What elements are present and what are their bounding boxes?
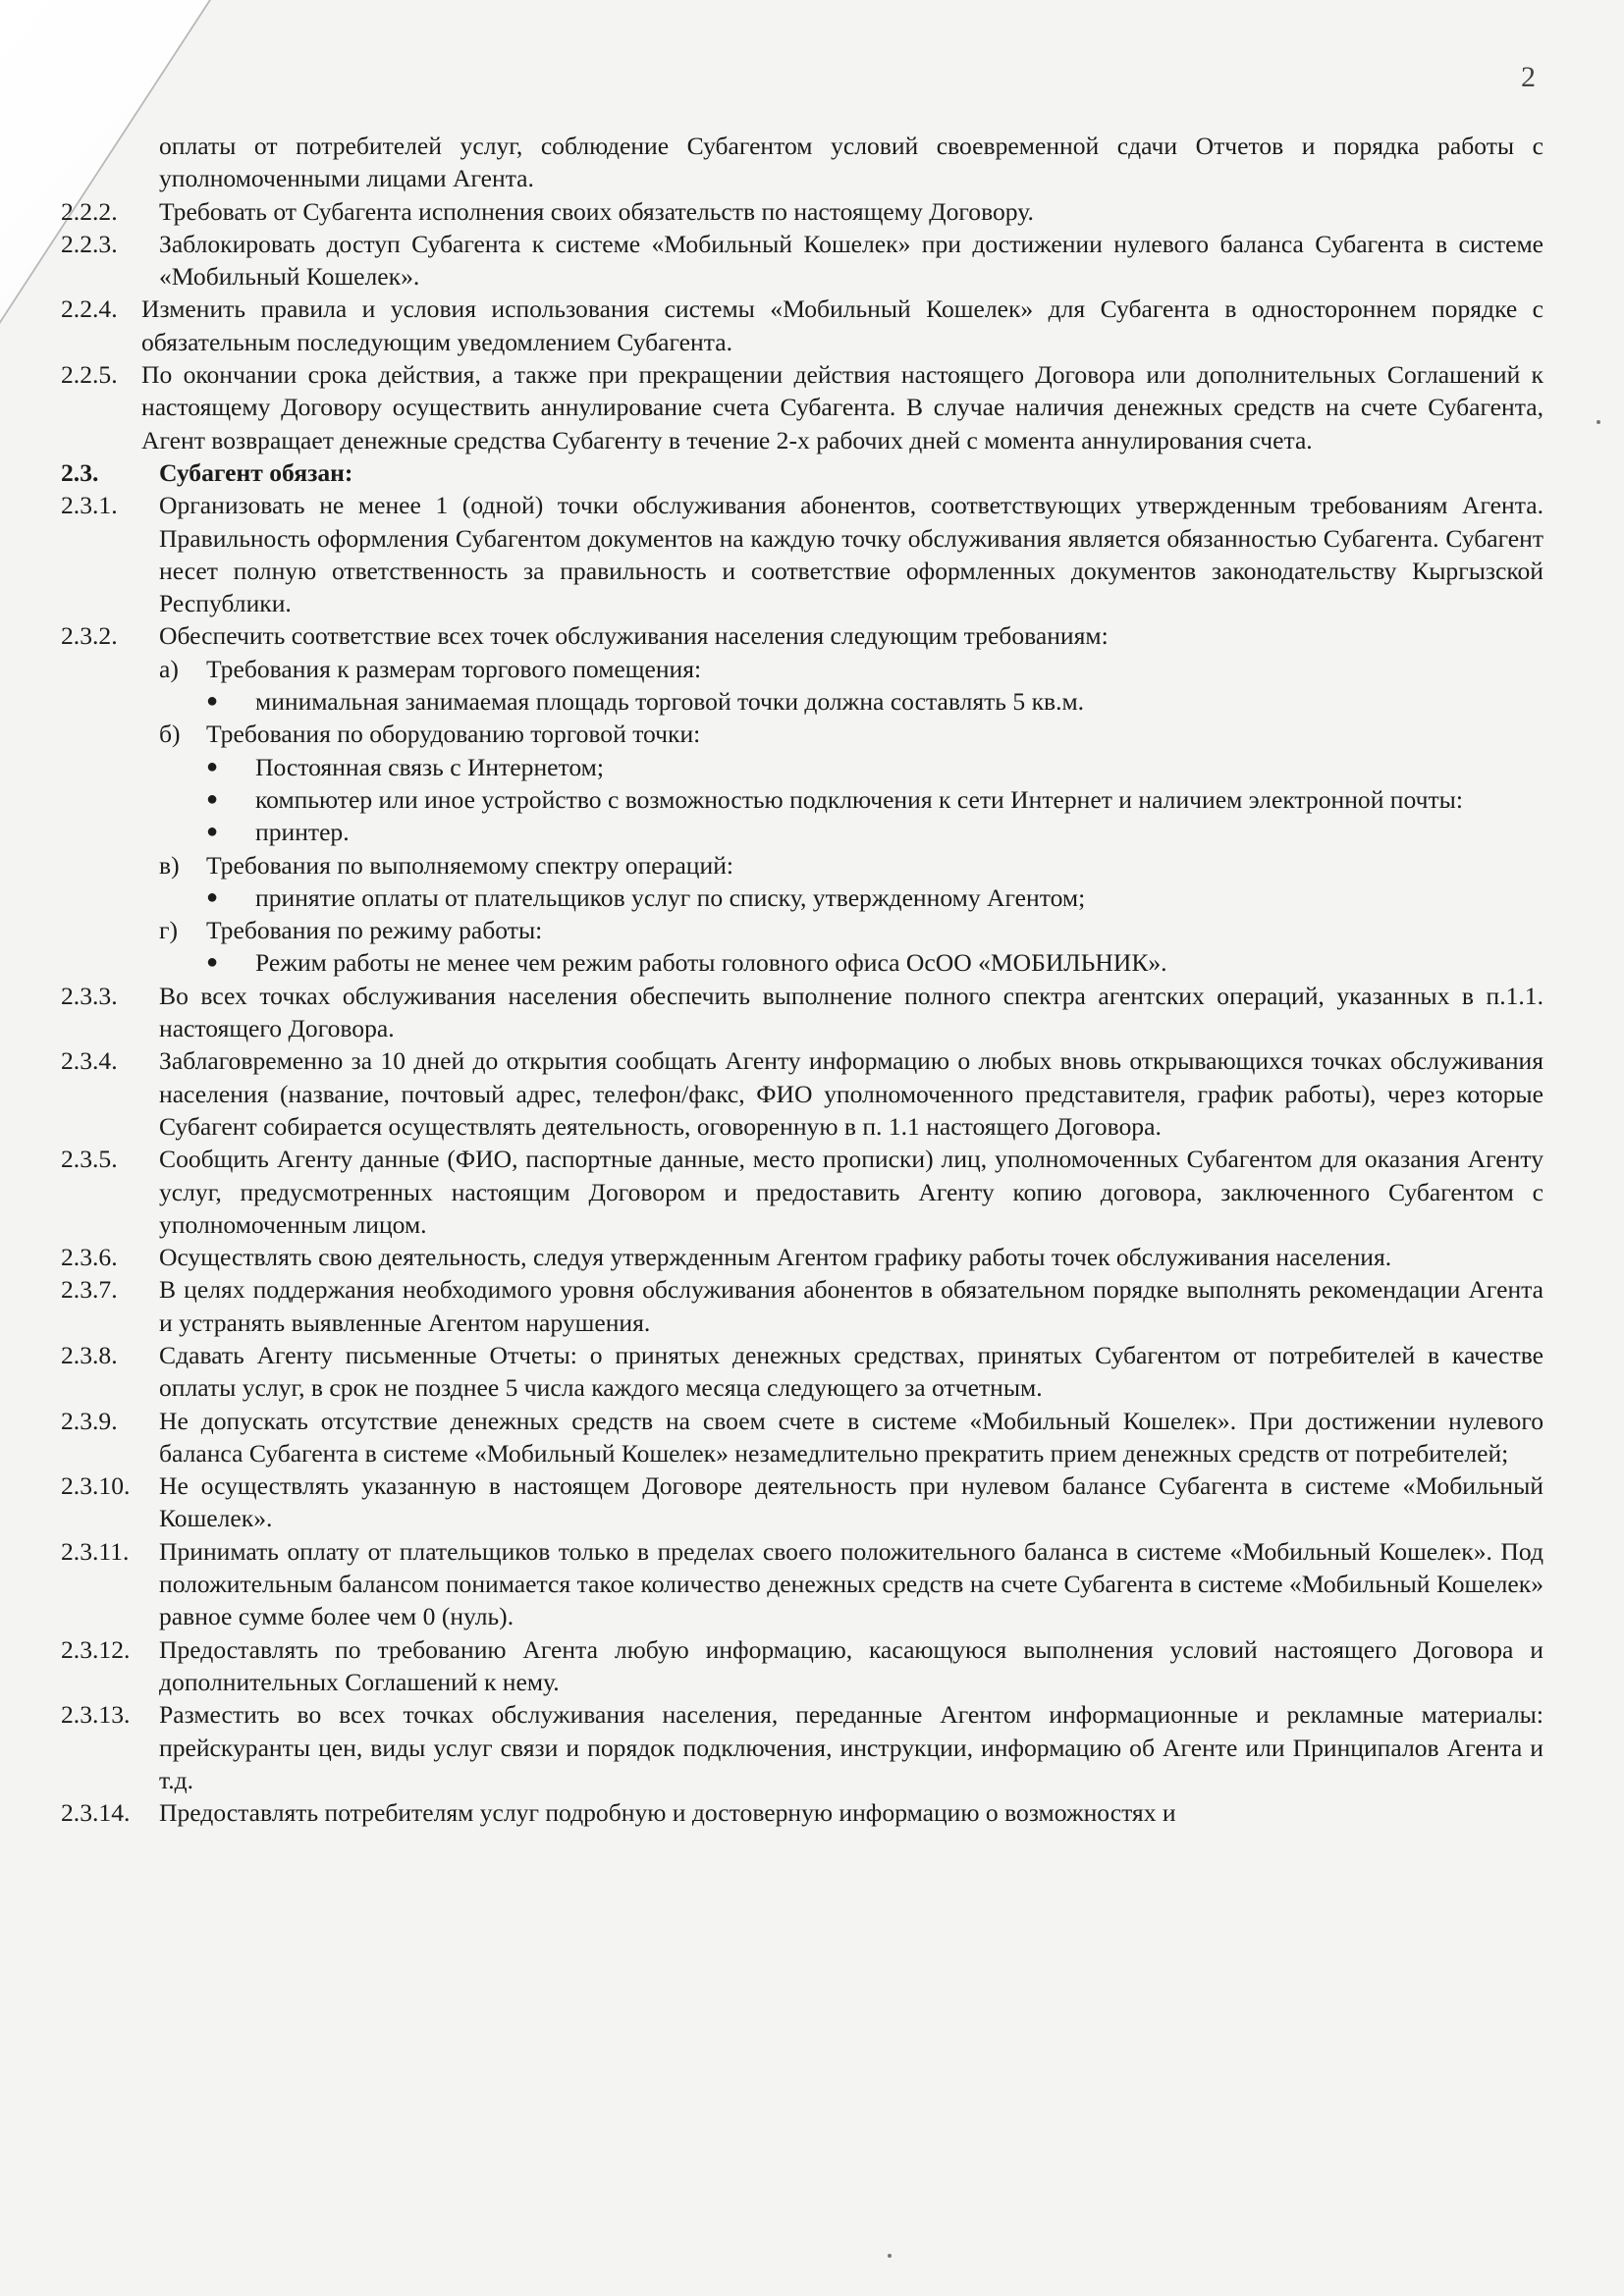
intro-continuation: оплаты от потребителей услуг, соблюдение Субагентом условий своевременной сдачи Отчетов и порядка работы с уполномоченными лицами Агента. (159, 132, 1543, 193)
requirement-group-g (61, 914, 1543, 946)
clause-2-3-10 (61, 1469, 1543, 1535)
clause-2-3-6 (61, 1241, 1543, 1273)
clause-number: 2.2.3. (61, 229, 118, 258)
clause-number: 2.3.2. (61, 621, 118, 651)
bullet-icon: ● (206, 755, 219, 777)
requirement-group-a (61, 653, 1543, 685)
clause-text: Разместить во всех точках обслуживания населения, переданные Агентом информационные и рекламные материалы: прейскуранты цен, виды услуг связи и порядок подключения, инструкции, информацию об Агенте или Принципалов Агента и т.д. (159, 1700, 1543, 1794)
clause-number: 2.3.11. (61, 1536, 130, 1566)
page-number: 2 (1521, 61, 1536, 93)
clause-number: 2.3.6. (61, 1243, 118, 1272)
clause-text: Предоставлять по требованию Агента любую информацию, касающуюся выполнения условий настоящего Договора и дополнительных Соглашений к нему. (159, 1634, 1543, 1696)
clause-list-2-2 (61, 195, 1543, 456)
bullet-icon: ● (206, 821, 219, 843)
clause-number: 2.3.13. (61, 1700, 131, 1730)
clause-number: 2.2.4. (61, 294, 118, 324)
section-title: Субагент обязан: (159, 457, 353, 487)
clause-text: Во всех точках обслуживания населения обеспечить выполнение полного спектра агентских операций, указанных в п.1.1. настоящего Договора. (159, 981, 1543, 1043)
bullet-text: принятие оплаты от плательщиков услуг по списку, утвержденному Агентом; (255, 882, 1086, 912)
clause-number: 2.3.1. (61, 491, 118, 520)
list-item (61, 881, 1543, 914)
clause-text: Принимать оплату от плательщиков только в пределах своего положительного баланса в системе «Мобильный Кошелек». Под положительным балансом понимается такое количество денежных средств на счете Субагента в системе «Мобильный Кошелек» равное сумме более чем 0 (нуль). (159, 1536, 1543, 1631)
list-item (61, 783, 1543, 816)
clause-2-3-8 (61, 1339, 1543, 1405)
clause-text: Не осуществлять указанную в настоящем Договоре деятельность при нулевом балансе Субагента в системе «Мобильный Кошелек». (159, 1471, 1543, 1533)
bullet-icon: ● (206, 885, 219, 908)
list-item (61, 816, 1543, 848)
clause-2-3-1 (61, 489, 1543, 619)
clause-2-3-4 (61, 1044, 1543, 1143)
group-title: Требования по выполняемому спектру операций: (206, 850, 734, 880)
clause-number: 2.2.2. (61, 196, 118, 226)
clause-text: По окончании срока действия, а также при прекращении действия настоящего Договора или дополнительных Соглашений к настоящему Договору осуществить аннулирование счета Субагента. В случае наличия денежных средств на счете Субагента, Агент возвращает денежные средства Субагенту в течение 2-х рабочих дней с момента аннулирования счета. (141, 360, 1543, 454)
clause-text: Сдавать Агенту письменные Отчеты: о принятых денежных средствах, принятых Субагентом от потребителей в качестве оплаты услуг, в срок не позднее 5 числа каждого месяца следующего за отчетным. (159, 1340, 1543, 1403)
clause-number: 2.3.10. (61, 1471, 131, 1501)
clause-number: 2.3.4. (61, 1046, 118, 1076)
clause-2-3-2 (61, 619, 1543, 652)
clause-2-3-5 (61, 1143, 1543, 1241)
group-letter: г) (159, 916, 179, 945)
clause-number: 2.3.12. (61, 1634, 131, 1664)
clause-2-2-5 (61, 358, 1543, 456)
clause-text: Изменить правила и условия использования системы «Мобильный Кошелек» для Субагента в одностороннем порядке с обязательным последующим уведомлением Субагента. (141, 294, 1543, 356)
clause-number: 2.3.14. (61, 1798, 131, 1828)
clause-2-3-14 (61, 1796, 1543, 1829)
clause-2-3-3 (61, 980, 1543, 1045)
clause-2-3-12 (61, 1633, 1543, 1699)
list-item (61, 685, 1543, 718)
clause-text: Организовать не менее 1 (одной) точки обслуживания абонентов, соответствующих утвержденным требованиям Агента. Правильность оформления Субагентом документов на каждую точку обслуживания является обязанностью Субагента. Субагент несет полную ответственность за правильность и соответствие оформленных документов законодательству Кыргызской Республики. (159, 491, 1543, 618)
bullet-text: компьютер или иное устройство с возможностью подключения к сети Интернет и наличием электронной почты: (255, 784, 1463, 814)
clause-2-2-4 (61, 293, 1543, 358)
clause-text: Сообщить Агенту данные (ФИО, паспортные данные, место прописки) лиц, уполномоченных Субагентом для оказания Агенту услуг, предусмотренных настоящим Договором и предоставить Агенту копию договора, заключенного Субагентом с уполномоченным лицом. (159, 1145, 1543, 1239)
clause-text: Заблокировать доступ Субагента к системе «Мобильный Кошелек» при достижении нулевого баланса Субагента в системе «Мобильный Кошелек». (159, 229, 1543, 292)
clause-number: 2.2.5. (61, 360, 118, 390)
clause-number: 2.3.9. (61, 1406, 118, 1435)
bullet-text: Постоянная связь с Интернетом; (255, 752, 604, 781)
clause-2-3-13 (61, 1698, 1543, 1796)
list-item (61, 946, 1543, 979)
scan-speck (888, 2254, 892, 2258)
bullet-text: минимальная занимаемая площадь торговой точки должна составлять 5 кв.м. (255, 687, 1085, 717)
clause-text: Заблаговременно за 10 дней до открытия сообщать Агенту информацию о любых вновь открывающихся точках обслуживания населения (название, почтовый адрес, телефон/факс, ФИО уполномоченного представителя, график работы), через которые Субагент собирается осуществлять деятельность, оговоренную в п. 1.1 настоящего Договора. (159, 1046, 1543, 1141)
clause-text: Предоставлять потребителям услуг подробную и достоверную информацию о возможностях и (159, 1798, 1176, 1828)
document-body (61, 130, 1543, 1829)
group-title: Требования к размерам торгового помещения: (206, 654, 702, 683)
bullet-icon: ● (206, 787, 219, 810)
clause-2-3-9 (61, 1405, 1543, 1470)
group-letter: в) (159, 850, 180, 880)
section-number: 2.3. (61, 457, 99, 487)
clause-text: Обеспечить соответствие всех точек обслуживания населения следующим требованиям: (159, 621, 1109, 651)
clause-number: 2.3.5. (61, 1145, 118, 1174)
list-item (61, 751, 1543, 783)
bullet-icon: ● (206, 951, 219, 974)
clause-text: В целях поддержания необходимого уровня обслуживания абонентов в обязательном порядке выполнять рекомендации Агента и устранять выявленные Агентом нарушения. (159, 1275, 1543, 1337)
clause-2-2-2 (61, 195, 1543, 228)
clause-number: 2.3.3. (61, 981, 118, 1010)
group-title: Требования по оборудованию торговой точки: (206, 720, 701, 749)
clause-text: Не допускать отсутствие денежных средств на своем счете в системе «Мобильный Кошелек». При достижении нулевого баланса Субагента в системе «Мобильный Кошелек» незамедлительно прекратить прием денежных средств от потребителей; (159, 1406, 1543, 1468)
requirement-group-b (61, 718, 1543, 750)
group-letter: б) (159, 720, 181, 749)
requirement-group-v (61, 849, 1543, 881)
clause-2-3-11 (61, 1535, 1543, 1633)
clause-2-2-3 (61, 228, 1543, 294)
bullet-text: Режим работы не менее чем режим работы головного офиса ОсОО «МОБИЛЬНИК». (255, 948, 1167, 978)
clause-2-3-7 (61, 1273, 1543, 1339)
bullet-icon: ● (206, 690, 219, 713)
scan-speck (1597, 420, 1600, 424)
clause-text: Требовать от Субагента исполнения своих обязательств по настоящему Договору. (159, 196, 1034, 226)
clause-text: Осуществлять свою деятельность, следуя утвержденным Агентом графику работы точек обслуживания населения. (159, 1243, 1392, 1272)
section-2-3-heading (61, 456, 1543, 489)
group-letter: а) (159, 654, 179, 683)
clause-list-2-3 (61, 980, 1543, 1830)
group-title: Требования по режиму работы: (206, 916, 543, 945)
bullet-text: принтер. (255, 818, 350, 847)
clause-number: 2.3.7. (61, 1275, 118, 1305)
clause-number: 2.3.8. (61, 1340, 118, 1369)
